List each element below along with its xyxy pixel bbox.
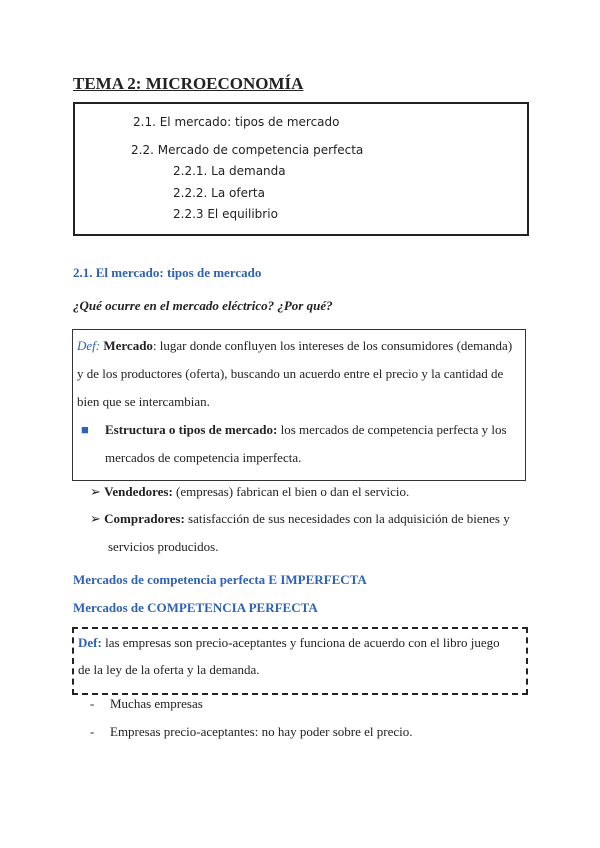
- page-title: TEMA 2: MICROECONOMÍA: [73, 74, 304, 93]
- toc-item: 2.2. Mercado de competencia perfecta: [131, 143, 364, 157]
- text: mercados de competencia imperfecta.: [105, 450, 302, 465]
- term: Compradores:: [104, 511, 185, 526]
- text: las empresas son precio-aceptantes y funciona de acuerdo con el libro juego: [101, 635, 500, 650]
- toc-item: 2.1. El mercado: tipos de mercado: [133, 115, 340, 129]
- heading: Mercados de COMPETENCIA PERFECTA: [73, 600, 318, 615]
- toc-item: 2.2.2. La oferta: [173, 186, 265, 200]
- text: y de los productores (oferta), buscando un acuerdo entre el precio y la cantidad de: [77, 366, 504, 381]
- heading: Mercados de competencia perfecta E IMPERFECTA: [73, 572, 367, 587]
- toc-item: 2.2.1. La demanda: [173, 164, 286, 178]
- table-of-contents: [73, 102, 529, 236]
- dash-bullet-icon: -: [90, 724, 95, 739]
- definition-box-dashed: [72, 627, 528, 695]
- text: bien que se intercambian.: [77, 394, 210, 409]
- question: ¿Qué ocurre en el mercado eléctrico? ¿Por qué?: [73, 298, 333, 313]
- square-bullet-icon: ■: [81, 422, 89, 437]
- text: servicios producidos.: [108, 539, 219, 554]
- term: Estructura o tipos de mercado:: [105, 422, 278, 437]
- text: los mercados de competencia perfecta y los: [277, 422, 507, 437]
- arrow-bullet-icon: ➢: [90, 511, 105, 526]
- text: de la ley de la oferta y la demanda.: [78, 662, 260, 677]
- section-heading: 2.1. El mercado: tipos de mercado: [73, 265, 262, 280]
- text: satisfacción de sus necesidades con la adquisición de bienes y: [184, 511, 510, 526]
- def-label: Def:: [78, 635, 102, 650]
- definition-box: [72, 329, 526, 481]
- text: (empresas) fabrican el bien o dan el servicio.: [172, 484, 410, 499]
- list-item: Empresas precio-aceptantes: no hay poder sobre el precio.: [110, 724, 413, 739]
- dash-bullet-icon: -: [90, 696, 95, 711]
- arrow-bullet-icon: ➢: [90, 484, 105, 499]
- text: : lugar donde confluyen los intereses de los consumidores (demanda): [152, 338, 513, 353]
- def-label: Def:: [77, 338, 101, 353]
- list-item: Muchas empresas: [110, 696, 203, 711]
- term: Mercado: [103, 338, 153, 353]
- toc-item: 2.2.3 El equilibrio: [173, 207, 278, 221]
- term: Vendedores:: [104, 484, 173, 499]
